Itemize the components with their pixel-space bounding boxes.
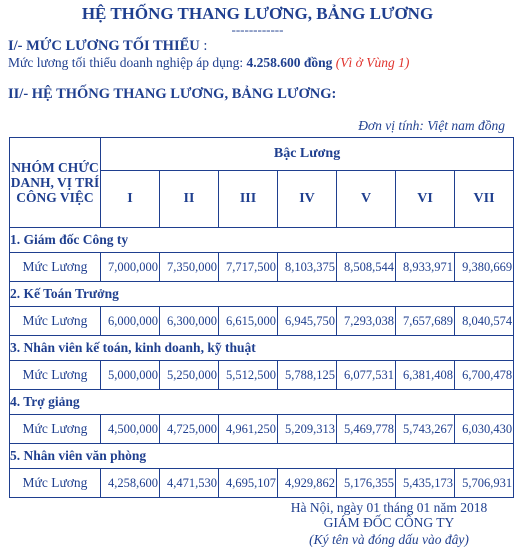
section1-heading-text: I/- MỨC LƯƠNG TỐI THIỂU	[8, 38, 200, 54]
grade-header-cell: VI	[396, 171, 455, 228]
grade-header-cell: V	[337, 171, 396, 228]
salary-value-cell: 6,945,750	[278, 307, 337, 336]
salary-value-cell: 8,508,544	[337, 253, 396, 282]
grade-header-cell: II	[160, 171, 219, 228]
table-row	[10, 253, 514, 282]
table-row	[10, 415, 514, 444]
grade-header-cell: VII	[455, 171, 514, 228]
salary-value-cell: 8,103,375	[278, 253, 337, 282]
table-row	[10, 307, 514, 336]
salary-value-cell: 4,258,600	[101, 469, 160, 498]
salary-value-cell: 5,512,500	[219, 361, 278, 390]
salary-value-cell: 7,350,000	[160, 253, 219, 282]
salary-value-cell: 5,706,931	[455, 469, 514, 498]
salary-value-cell: 4,961,250	[219, 415, 278, 444]
salary-value-cell: 6,030,430	[455, 415, 514, 444]
salary-value-cell: 5,209,313	[278, 415, 337, 444]
group-column-header: NHÓM CHỨC DANH, VỊ TRÍ CÔNG VIỆC	[10, 138, 101, 228]
row-label: Mức Lương	[10, 415, 101, 444]
table-row	[10, 469, 514, 498]
salary-value-cell: 9,380,669	[455, 253, 514, 282]
salary-value-cell: 7,000,000	[101, 253, 160, 282]
salary-value-cell: 6,077,531	[337, 361, 396, 390]
grade-header-cell: III	[219, 171, 278, 228]
salary-value-cell: 4,471,530	[160, 469, 219, 498]
table-row	[10, 361, 514, 390]
salary-value-cell: 7,717,500	[219, 253, 278, 282]
title-separator: ------------	[231, 22, 284, 37]
section1-heading-colon: :	[203, 38, 208, 54]
minimum-wage-amount: 4.258.600 đồng	[246, 55, 333, 70]
group-name: 2. Kế Toán Trưởng	[10, 282, 514, 307]
salary-value-cell: 5,788,125	[278, 361, 337, 390]
salary-value-cell: 6,300,000	[160, 307, 219, 336]
salary-value-cell: 5,250,000	[160, 361, 219, 390]
group-row	[10, 228, 514, 253]
grade-header-cell: I	[101, 171, 160, 228]
group-name: 1. Giám đốc Công ty	[10, 228, 514, 253]
grade-header: Bậc Lương	[101, 138, 514, 171]
salary-value-cell: 6,381,408	[396, 361, 455, 390]
region-note: (Vì ở Vùng 1)	[335, 55, 410, 70]
document-title: HỆ THỐNG THANG LƯƠNG, BẢNG LƯƠNG	[81, 4, 434, 23]
salary-value-cell: 6,615,000	[219, 307, 278, 336]
salary-value-cell: 4,695,107	[219, 469, 278, 498]
group-row	[10, 336, 514, 361]
salary-value-cell: 8,933,971	[396, 253, 455, 282]
salary-scale-table	[9, 137, 514, 498]
group-row	[10, 390, 514, 415]
group-row	[10, 282, 514, 307]
salary-value-cell: 8,040,574	[455, 307, 514, 336]
place-date: Hà Nội, ngày 01 tháng 01 năm 2018	[290, 500, 488, 515]
minimum-wage-line	[8, 55, 409, 71]
salary-value-cell: 5,000,000	[101, 361, 160, 390]
row-label: Mức Lương	[10, 253, 101, 282]
signer-title: GIÁM ĐỐC CÔNG TY	[323, 515, 455, 530]
row-label: Mức Lương	[10, 469, 101, 498]
section1-heading	[8, 38, 207, 55]
group-name: 4. Trợ giảng	[10, 390, 514, 415]
unit-note: Đơn vị tính: Việt nam đồng	[358, 118, 505, 133]
row-label: Mức Lương	[10, 361, 101, 390]
salary-value-cell: 6,700,478	[455, 361, 514, 390]
salary-value-cell: 4,929,862	[278, 469, 337, 498]
salary-value-cell: 4,500,000	[101, 415, 160, 444]
group-row	[10, 444, 514, 469]
signature-note: (Ký tên và đóng dấu vào đây)	[309, 532, 469, 547]
salary-value-cell: 4,725,000	[160, 415, 219, 444]
salary-value-cell: 7,293,038	[337, 307, 396, 336]
salary-value-cell: 6,000,000	[101, 307, 160, 336]
minimum-wage-label: Mức lương tối thiểu doanh nghiệp áp dụng:	[8, 55, 247, 70]
section2-heading: II/- HỆ THỐNG THANG LƯƠNG, BẢNG LƯƠNG:	[8, 86, 337, 102]
salary-value-cell: 5,469,778	[337, 415, 396, 444]
salary-value-cell: 5,743,267	[396, 415, 455, 444]
grade-header-cell: IV	[278, 171, 337, 228]
group-name: 5. Nhân viên văn phòng	[10, 444, 514, 469]
salary-value-cell: 5,435,173	[396, 469, 455, 498]
salary-value-cell: 5,176,355	[337, 469, 396, 498]
row-label: Mức Lương	[10, 307, 101, 336]
group-name: 3. Nhân viên kế toán, kinh doanh, kỹ thuật	[10, 336, 514, 361]
salary-value-cell: 7,657,689	[396, 307, 455, 336]
